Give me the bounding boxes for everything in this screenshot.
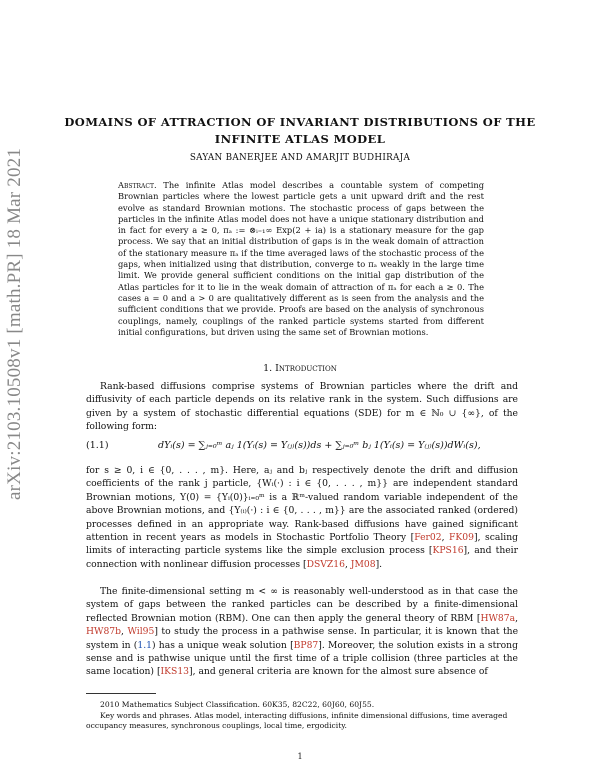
para3-d: ]. Moreover, the solution exists in a strong sense and is pathwise unique until the first time of a triple collision (three particles at the same location) [ [86, 639, 518, 678]
cite-bp87[interactable]: BP87 [293, 639, 319, 651]
para2-a: for s ≥ 0, i ∈ {0, . . . , m}. Here, aⱼ and bⱼ respectively denote the drift and diffusion coefficients of the rank j particle, {Wᵢ(·) : i ∈ {0, . . . , m}} are independent standard Brownian motions, Y(0) = {Yᵢ(0)}ᵢ₌₀ᵐ is a ℝᵐ-valued random variable independent of the above Brownian motions, and {Y₍ᵢ₎(·) : i ∈ {0, . . . , m}} are the associated ranked (ordered) processes defined in an appropriate way. Rank-based diffusions have gained significant attention in recent years as models in Stochastic Portfolio Theory [ [86, 465, 518, 544]
intro-paragraph-2 [86, 464, 518, 571]
intro-paragraph-3-text [86, 585, 518, 679]
footnote [86, 700, 518, 732]
intro-paragraph-1-text: Rank-based diffusions comprise systems of Brownian particles where the drift and diffusivity of each particle depends on its relative rank in the system. Such diffusions are given by a system of stochastic differential equations (SDE) for m ∈ ℕ₀ ∪ {∞}, of the following form: [86, 381, 518, 433]
sep2: , [344, 558, 351, 570]
para2-d: ]. [375, 558, 383, 570]
intro-paragraph-1 [86, 380, 518, 434]
abstract-label: Abstract. [118, 180, 157, 190]
footnote-rule [86, 693, 156, 694]
ref-eq-1-1[interactable]: 1.1 [137, 639, 152, 651]
equation-1-1 [86, 432, 518, 462]
paper-title-line2: INFINITE ATLAS MODEL [214, 132, 386, 146]
intro-paragraph-2-text [86, 464, 518, 571]
paper-title-line1: DOMAINS OF ATTRACTION OF INVARIANT DISTRIBUTIONS OF THE [64, 115, 536, 129]
para3-e: ], and general criteria are known for the almost sure absence of [189, 666, 488, 678]
authors: SAYAN BANERJEE AND AMARJIT BUDHIRAJA [189, 153, 411, 163]
para3-b: ] to study the process in a pathwise sense. In particular, it is known that the system in ( [86, 626, 519, 651]
footnote-msc: 2010 Mathematics Subject Classification. 60K35, 82C22, 60J60, 60J55. [100, 700, 375, 709]
cite-kps16[interactable]: KPS16 [432, 545, 464, 557]
cite-wil95[interactable]: Wil95 [127, 626, 155, 638]
arxiv-identifier: arXiv:2103.10508v1 [math.PR] 18 Mar 2021 [4, 147, 25, 500]
para2-b: ], scaling limits of interacting particle systems like the simple exclusion process [ [86, 532, 519, 557]
intro-paragraph-3 [86, 585, 518, 679]
sep3: , [515, 612, 518, 624]
para2-c: ], and their connection with nonlinear diffusion processes [ [86, 545, 518, 570]
cite-fer02[interactable]: Fer02 [414, 532, 442, 544]
cite-iks13[interactable]: IKS13 [160, 666, 190, 678]
section-heading-introduction: 1. Introduction [263, 363, 337, 374]
footnote-keywords: Key words and phrases. Atlas model, interacting diffusions, infinite dimensional diffusions, time averaged occupancy measures, synchronous couplings, local time, ergodicity. [86, 710, 508, 730]
sep4: , [121, 626, 128, 638]
para3-a: The finite-dimensional setting m < ∞ is reasonably well-understood as in that case the system of gaps between the ranked particles can be described by a finite-dimensional reflected Brownian motion (RBM). One can then apply the general theory of RBM [ [86, 586, 518, 624]
cite-jm08[interactable]: JM08 [350, 558, 376, 570]
equation-number: (1.1) [86, 440, 109, 451]
cite-hw87a[interactable]: HW87a [480, 612, 516, 624]
para3-c: ) has a unique weak solution [ [151, 639, 294, 651]
cite-hw87b[interactable]: HW87b [86, 626, 122, 638]
abstract-text: The infinite Atlas model describes a countable system of competing Brownian particles where the lowest particle gets a unit upward drift and the rest evolve as standard Brownian motions. The stochastic process of gaps between the particles in the infinite Atlas model does not have a unique stationary distribution and in fact for every a ≥ 0, πₐ := ⊗ᵢ₌₁∞ Exp(2 + ia) is a stationary measure for the gap process. We say that an initial distribution of gaps is in the weak domain of attraction of the stationary measure πₐ if the time averaged laws of the stochastic process of the gaps, when initialized using that distribution, converge to πₐ weakly in the large time limit. We provide general sufficient conditions on the initial gap distribution of the Atlas particles for it to lie in the weak domain of attraction of πₐ for each a ≥ 0. The cases a = 0 and a > 0 are qualitatively different as is seen from the analysis and the sufficient conditions that we provide. Proofs are based on the analysis of synchronous couplings, namely, couplings of the ranked particle systems started from different initial configurations, but driven using the same set of Brownian motions. [118, 180, 485, 337]
sep1: , [441, 532, 450, 544]
cite-dsvz16[interactable]: DSVZ16 [306, 558, 345, 570]
cite-fk09[interactable]: FK09 [449, 532, 474, 544]
page-number: 1 [297, 752, 303, 761]
equation-body: dYᵢ(s) = ∑ⱼ₌₀ᵐ aⱼ 1(Yᵢ(s) = Y₍ⱼ₎(s))ds + ∑ⱼ₌₀ᵐ bⱼ 1(Yᵢ(s) = Y₍ⱼ₎(s))dWᵢ(s), [158, 440, 481, 451]
abstract [118, 180, 484, 338]
